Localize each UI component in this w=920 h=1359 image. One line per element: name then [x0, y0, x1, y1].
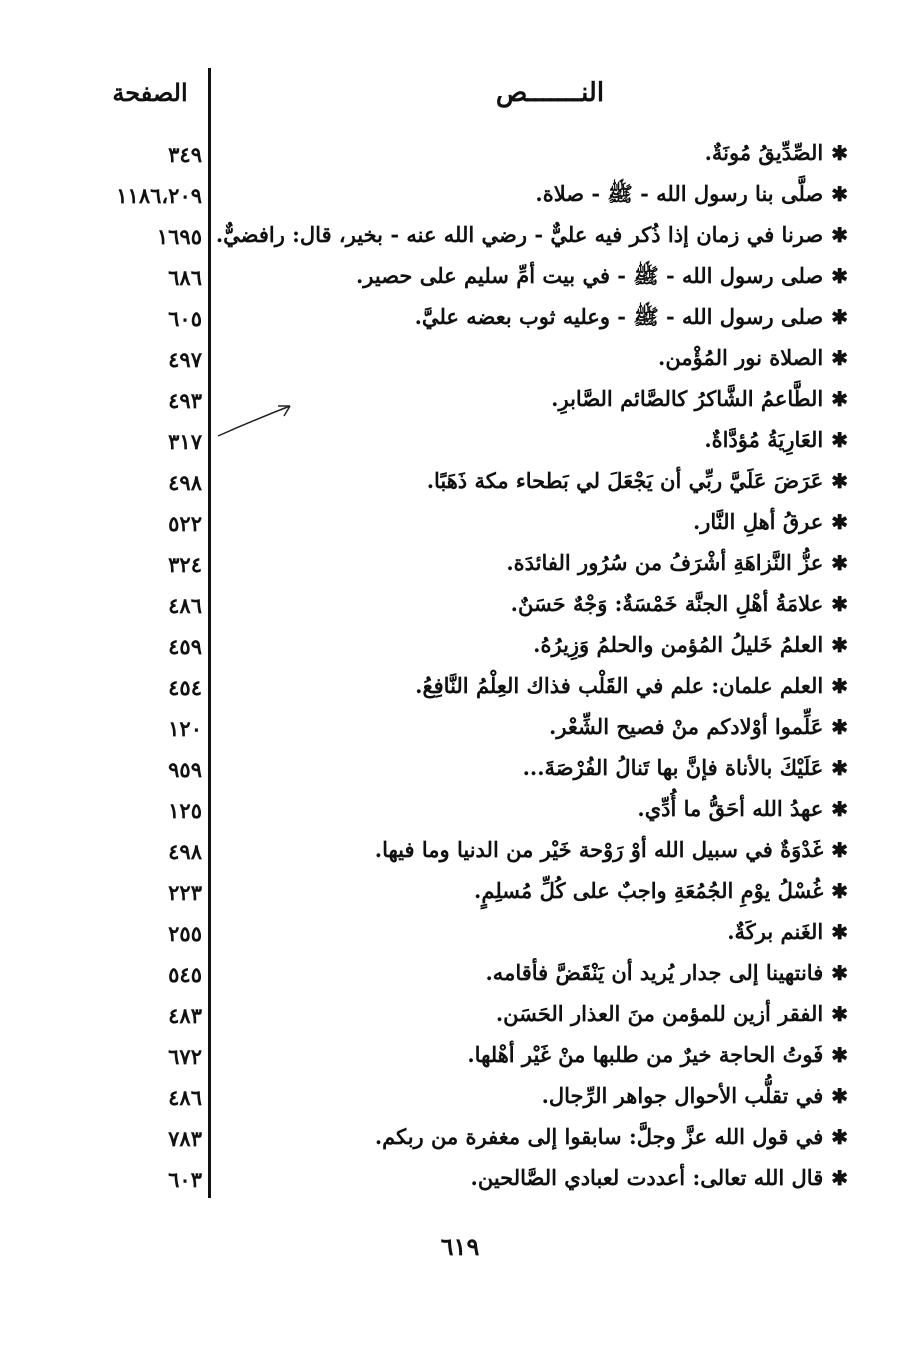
- entry-page: ٣٢٤: [168, 552, 202, 577]
- entry-text: ✱صلى رسول الله - ﷺ - وعليه ثوب بعضه عليَّ.: [414, 304, 848, 329]
- list-item: [0, 915, 920, 956]
- entry-text: ✱الصِّدِّيقُ مُونَةٌ.: [704, 140, 848, 165]
- entry-text: ✱عَلِّموا أوْلادكم منْ فصيح الشِّعْر.: [549, 714, 848, 739]
- asterisk-bullet-icon: ✱: [831, 551, 848, 575]
- entry-text: ✱عرقُ أهلِ النَّار.: [692, 509, 848, 534]
- asterisk-bullet-icon: ✱: [831, 1002, 848, 1026]
- entry-text: ✱غُسْلُ يوْمِ الجُمُعَةِ واجبٌ على كُلِّ مُسلِمٍ.: [474, 878, 848, 903]
- asterisk-bullet-icon: ✱: [831, 1166, 848, 1190]
- asterisk-bullet-icon: ✱: [831, 756, 848, 780]
- list-item: [0, 1120, 920, 1161]
- entry-page: ٣١٧: [168, 429, 202, 454]
- list-item: [0, 546, 920, 587]
- entry-page: ٦٨٦: [168, 265, 202, 290]
- entry-page: ٤٨٦: [168, 1085, 202, 1110]
- entry-text: ✱العلمُ خَليلُ المُؤمن والحلمُ وَزِيرُهُ.: [533, 632, 848, 657]
- asterisk-bullet-icon: ✱: [831, 264, 848, 288]
- entry-text: ✱صلى رسول الله - ﷺ - في بيت أمِّ سليم على حصير.: [355, 263, 848, 288]
- entry-page: ١١٨٦،٢٠٩: [116, 183, 202, 208]
- page-column-header: الصفحة: [112, 78, 188, 107]
- entry-page: ٢٥٥: [168, 921, 202, 946]
- entry-text: ✱قال الله تعالى: أعددت لعبادي الصَّالحين.: [470, 1165, 848, 1190]
- list-item: [0, 587, 920, 628]
- entries-list: [0, 136, 920, 1202]
- list-item: [0, 136, 920, 177]
- list-item: [0, 177, 920, 218]
- entry-text: ✱الطَّاعمُ الشَّاكرُ كالصَّائم الصَّابرِ.: [551, 386, 848, 411]
- entry-page: ٤٩٣: [168, 388, 202, 413]
- entry-page: ٣٤٩: [168, 142, 202, 167]
- list-item: [0, 710, 920, 751]
- list-item: [0, 341, 920, 382]
- entry-text: ✱عَلَيْكَ بالأناة فإنَّ بها تَنالُ الفُرْصَةَ...: [522, 755, 848, 780]
- asterisk-bullet-icon: ✱: [831, 633, 848, 657]
- list-item: [0, 218, 920, 259]
- list-item: [0, 751, 920, 792]
- asterisk-bullet-icon: ✱: [831, 387, 848, 411]
- entry-text: ✱عَرَضَ عَلَيَّ ربِّي أن يَجْعَلَ لي بَطحاء مكة ذَهَبًا.: [426, 468, 848, 493]
- list-item: [0, 505, 920, 546]
- entry-page: ٥٢٢: [168, 511, 202, 536]
- entry-text: ✱غَدْوَةٌ في سبيل الله أوْ رَوْحة خَيْر من الدنيا وما فيها.: [374, 837, 848, 862]
- entry-text: ✱الغَنم بركَةٌ.: [727, 919, 848, 944]
- entry-text: ✱صلَّى بنا رسول الله - ﷺ - صلاة.: [535, 181, 848, 206]
- entry-text: ✱عهدُ الله أحَقُّ ما أُدِّي.: [637, 796, 848, 821]
- entry-text: ✱علامَةُ أهْلِ الجنَّة خَمْسَةٌ: وَجْهٌ حَسَنٌ.: [510, 591, 848, 616]
- list-item: [0, 300, 920, 341]
- entry-text: ✱فَوتُ الحاجة خيرٌ من طلبها منْ غَيْر أهْلها.: [467, 1042, 848, 1067]
- asterisk-bullet-icon: ✱: [831, 674, 848, 698]
- entry-text: ✱العلم علمان: علم في القَلْب فذاك العِلْمُ النَّافِعُ.: [415, 673, 848, 698]
- list-item: [0, 1038, 920, 1079]
- list-item: [0, 956, 920, 997]
- asterisk-bullet-icon: ✱: [831, 879, 848, 903]
- entry-page: ٦٠٥: [168, 306, 202, 331]
- list-item: [0, 1161, 920, 1202]
- entry-page: ٤٩٨: [168, 470, 202, 495]
- entry-page: ٦٠٣: [168, 1167, 202, 1192]
- text-column-header: النـــــــص: [495, 78, 605, 108]
- entry-page: ١٦٩٥: [156, 224, 202, 249]
- asterisk-bullet-icon: ✱: [831, 346, 848, 370]
- entry-text: ✱عزُّ النَّزاهَةِ أشْرَفُ من سُرُور الفائدَة.: [506, 550, 848, 575]
- list-item: [0, 1079, 920, 1120]
- entry-page: ٤٨٣: [168, 1003, 202, 1028]
- asterisk-bullet-icon: ✱: [831, 920, 848, 944]
- entry-page: ٤٩٧: [168, 347, 202, 372]
- asterisk-bullet-icon: ✱: [831, 469, 848, 493]
- entry-page: ٦٧٢: [168, 1044, 202, 1069]
- asterisk-bullet-icon: ✱: [831, 305, 848, 329]
- entry-text: ✱في تقلُّب الأحوال جواهر الرِّجال.: [541, 1083, 848, 1108]
- asterisk-bullet-icon: ✱: [831, 141, 848, 165]
- asterisk-bullet-icon: ✱: [831, 715, 848, 739]
- list-item: [0, 792, 920, 833]
- entry-page: ٥٤٥: [168, 962, 202, 987]
- asterisk-bullet-icon: ✱: [831, 1043, 848, 1067]
- entry-text: ✱الصلاة نور المُؤْمن.: [658, 345, 848, 370]
- asterisk-bullet-icon: ✱: [831, 961, 848, 985]
- asterisk-bullet-icon: ✱: [831, 428, 848, 452]
- entry-page: ٢٢٣: [168, 880, 202, 905]
- entry-text: ✱العَارِيَةُ مُؤدَّاةٌ.: [704, 427, 848, 452]
- entry-text: ✱الفقر أزين للمؤمن منَ العذار الحَسَن.: [495, 1001, 848, 1026]
- list-item: [0, 464, 920, 505]
- list-item: [0, 382, 920, 423]
- entry-text: ✱في قول الله عزَّ وجلَّ: سابقوا إلى مغفرة من ربكم.: [374, 1124, 848, 1149]
- entry-page: ٤٨٦: [168, 593, 202, 618]
- asterisk-bullet-icon: ✱: [831, 797, 848, 821]
- list-item: [0, 628, 920, 669]
- asterisk-bullet-icon: ✱: [831, 510, 848, 534]
- entry-page: ١٢٥: [168, 798, 202, 823]
- list-item: [0, 874, 920, 915]
- page-number: ٦١٩: [440, 1232, 480, 1261]
- entry-text: ✱صرنا في زمان إذا ذُكر فيه عليٌّ - رضي الله عنه - بخير، قال: رافضيٌّ.: [215, 222, 848, 247]
- asterisk-bullet-icon: ✱: [831, 223, 848, 247]
- list-item: [0, 259, 920, 300]
- entry-page: ٧٨٣: [168, 1126, 202, 1151]
- list-item: [0, 669, 920, 710]
- entry-page: ١٢٠: [168, 716, 202, 741]
- entry-page: ٤٩٨: [168, 839, 202, 864]
- asterisk-bullet-icon: ✱: [831, 182, 848, 206]
- entry-page: ٤٥٩: [168, 634, 202, 659]
- asterisk-bullet-icon: ✱: [831, 838, 848, 862]
- asterisk-bullet-icon: ✱: [831, 592, 848, 616]
- list-item: [0, 423, 920, 464]
- entry-page: ٤٥٤: [168, 675, 202, 700]
- asterisk-bullet-icon: ✱: [831, 1084, 848, 1108]
- list-item: [0, 997, 920, 1038]
- asterisk-bullet-icon: ✱: [831, 1125, 848, 1149]
- entry-page: ٩٥٩: [168, 757, 202, 782]
- list-item: [0, 833, 920, 874]
- entry-text: ✱فانتهينا إلى جدار يُريد أن يَنْقَضَّ فأقامه.: [485, 960, 848, 985]
